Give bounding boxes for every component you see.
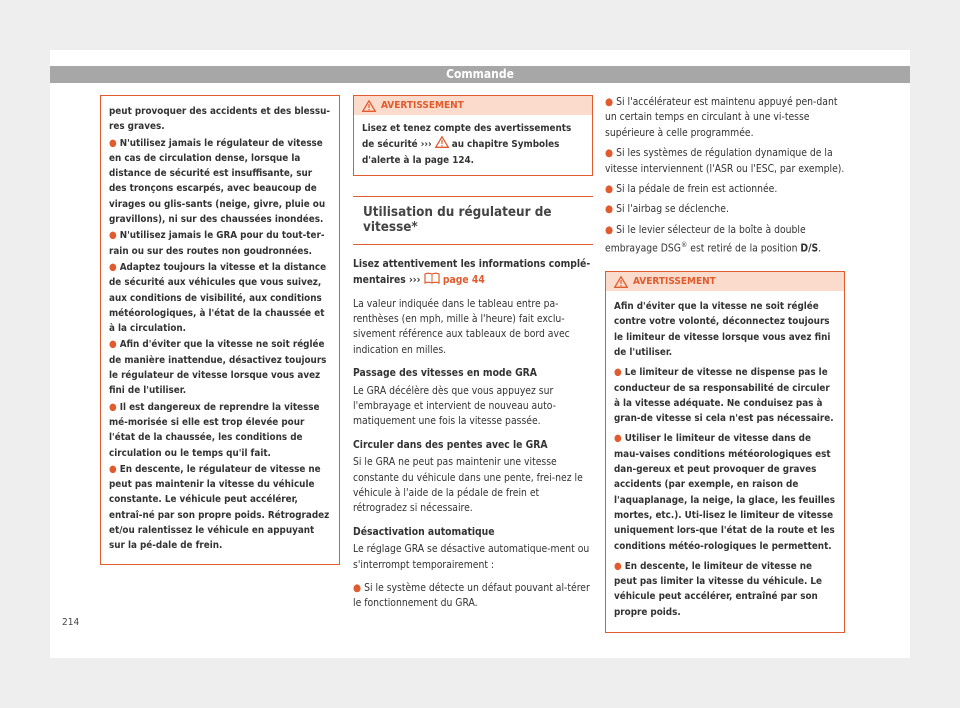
warning-line: [109, 228, 331, 259]
warning-triangle-icon: [614, 276, 628, 288]
warning-line: [109, 260, 331, 336]
paragraph: Le réglage GRA se désactive automatique-ment ou s'interrompt temporairement :: [353, 543, 590, 571]
list-item-text: Si le système détecte un défaut pouvant al-térer le fonctionnement du GRA.: [353, 582, 590, 610]
warning-line: [614, 299, 836, 360]
gear-position: D/S: [800, 242, 819, 255]
warning-line: [614, 431, 836, 553]
warning-line: [109, 136, 331, 228]
warning-triangle-icon: [435, 136, 449, 148]
list-item: [605, 95, 845, 141]
list-item-text: Si le levier sélecteur de la boîte à double embrayage DSG: [605, 223, 806, 255]
warning-title: AVERTISSEMENT: [633, 276, 716, 288]
column-2: [353, 95, 593, 612]
bullet-icon: ●: [109, 463, 117, 475]
bullet-icon: ●: [109, 137, 117, 149]
page-header: Commande: [50, 66, 910, 83]
warning-line-text: Il est dangereux de reprendre la vitesse mé-morisée si elle est trop élevée pour l'état de la chaussée, les conditions de circulation ou le temps qu'il fait.: [109, 401, 320, 459]
paragraph: Le GRA décélère dès que vous appuyez sur l'embrayage et intervient de nouveau auto-matiquement une fois la vitesse passée.: [353, 384, 556, 428]
warning-line: [109, 400, 331, 461]
page-number: 214: [62, 617, 80, 628]
section-title: Utilisation du régulateur de vitesse*: [353, 196, 593, 245]
warning-triangle-icon: [362, 100, 376, 112]
intro-paragraph: [353, 257, 593, 289]
list-item-text: Si l'airbag se déclenche.: [616, 203, 729, 216]
bullet-icon: ●: [605, 203, 614, 216]
warning-line-text: Utiliser le limiteur de vitesse dans de mau-vaises conditions météorologiques est dan-gereux et peut provoquer de graves accidents (par exemple, en raison de l'aquaplanage, la neige, la glace, les feuilles mortes, etc.). Uti-lisez le limiteur de vitesse uniquement lors-que l'état de la route et les conditions météo-rologiques le permettent.: [614, 433, 836, 552]
list-item-text: .: [818, 242, 822, 255]
warning-box: [605, 271, 845, 633]
bullet-icon: ●: [109, 401, 117, 413]
registered-mark: ®: [680, 241, 688, 250]
warning-box: [353, 95, 593, 176]
bullet-icon: ●: [109, 230, 117, 242]
intro-text: Lisez attentivement les informations complé-mentaires ›››: [353, 257, 591, 287]
list-item: [605, 146, 845, 177]
warning-line-text: En descente, le limiteur de vitesse ne peut pas limiter la vitesse du véhicule. Le véhicule peut accélérer, entraîné par son propre poids.: [614, 560, 822, 618]
bullet-icon: ●: [109, 339, 117, 351]
warning-header: [354, 96, 592, 115]
list-item: [605, 223, 845, 257]
warning-line: [614, 365, 836, 426]
warning-line-text: En descente, le régulateur de vitesse ne peut pas maintenir la vitesse du véhicule constante. Le véhicule peut accélérer, entraî-né par son propre poids. Rétrogradez et/ou ralentissez le véhicule en appuyant sur la pé-dale de frein.: [109, 463, 330, 552]
bullet-icon: ●: [109, 261, 117, 273]
column-1: [100, 95, 340, 565]
warning-line: [109, 462, 331, 554]
warning-header: [606, 272, 844, 291]
warning-line-text: N'utilisez jamais le GRA pour du tout-ter-rain ou sur des routes non goudronnées.: [109, 230, 325, 257]
bullet-icon: ●: [605, 183, 614, 196]
warning-line-text: peut provoquer des accidents et des blessu-res graves.: [109, 106, 331, 133]
warning-link-text[interactable]: au chapitre Symboles d'alerte à la page 124.: [362, 139, 560, 166]
subheading: Désactivation automatique: [353, 525, 495, 538]
bullet-icon: ●: [605, 223, 614, 236]
warning-line: [109, 104, 331, 135]
bullet-icon: ●: [614, 560, 622, 572]
bullet-icon: ●: [605, 96, 614, 108]
list-item-text: Si la pédale de frein est actionnée.: [616, 183, 778, 196]
intro-page-link[interactable]: page 44: [442, 274, 485, 287]
bullet-icon: ●: [614, 367, 622, 379]
bullet-icon: ●: [353, 582, 362, 595]
warning-box-continued: [100, 95, 340, 565]
bullet-icon: ●: [605, 147, 614, 160]
warning-line: [614, 559, 836, 620]
list-item: [353, 581, 593, 612]
list-item: [605, 182, 845, 197]
warning-body: [354, 115, 592, 175]
warning-line-text: Adaptez toujours la vitesse et la distance de sécurité aux véhicules que vous suivez, aux conditions de visibilité, aux conditions météorologiques, à l'état de la chaussée et à la circulation.: [109, 261, 327, 335]
list-item: [605, 202, 845, 217]
warning-text: Lisez et tenez compte des avertissements de sécurité ›››: [362, 123, 572, 151]
warning-body: [606, 291, 844, 632]
bullet-icon: ●: [614, 433, 622, 445]
warning-line-text: Afin d'éviter que la vitesse ne soit réglée de manière inattendue, désactivez toujours le régulateur de vitesse lorsque vous avez fini de l'utiliser.: [109, 339, 327, 397]
bullet-list: [605, 95, 845, 218]
warning-line: [109, 337, 331, 398]
warning-title: AVERTISSEMENT: [381, 100, 464, 111]
paragraph: La valeur indiquée dans le tableau entre pa-renthèses (en mph, mille à l'heure) fait exclu-sivement référence aux tableaux de bord avec indication en milles.: [353, 297, 570, 356]
warning-body: [101, 96, 339, 564]
list-item-text: est retiré de la position: [687, 242, 801, 255]
warning-line-text: Le limiteur de vitesse ne dispense pas le conducteur de sa responsabilité de circuler à la vitesse adéquate. Ne conduisez pas à gran-de vitesse si cela n'est pas nécessaire.: [614, 367, 834, 425]
column-3: [605, 95, 845, 633]
list-item-text: Si l'accélérateur est maintenu appuyé pen-dant un certain temps en circulant à une vi-tesse supérieure à celle programmée.: [605, 96, 838, 139]
warning-line-text: Afin d'éviter que la vitesse ne soit réglée contre votre volonté, déconnectez toujours le limiteur de vitesse lorsque vous avez fini de l'utiliser.: [614, 301, 831, 358]
subheading: Circuler dans des pentes avec le GRA: [353, 438, 548, 451]
subheading: Passage des vitesses en mode GRA: [353, 367, 537, 380]
list-item-text: Si les systèmes de régulation dynamique de la vitesse interviennent (l'ASR ou l'ESC, par exemple).: [605, 147, 845, 175]
book-icon: [424, 272, 440, 284]
paragraph: Si le GRA ne peut pas maintenir une vitesse constante du véhicule dans une pente, frei-nez le véhicule à l'aide de la pédale de frein et rétrogradez si nécessaire.: [353, 456, 583, 515]
warning-line-text: N'utilisez jamais le régulateur de vitesse en cas de circulation dense, lorsque la distance de sécurité est insuffisante, sur des tronçons escarpés, avec beaucoup de virages ou glis-sants (neige, givre, pluie ou gravillons), ni sur des chaussées inondées.: [109, 137, 326, 226]
